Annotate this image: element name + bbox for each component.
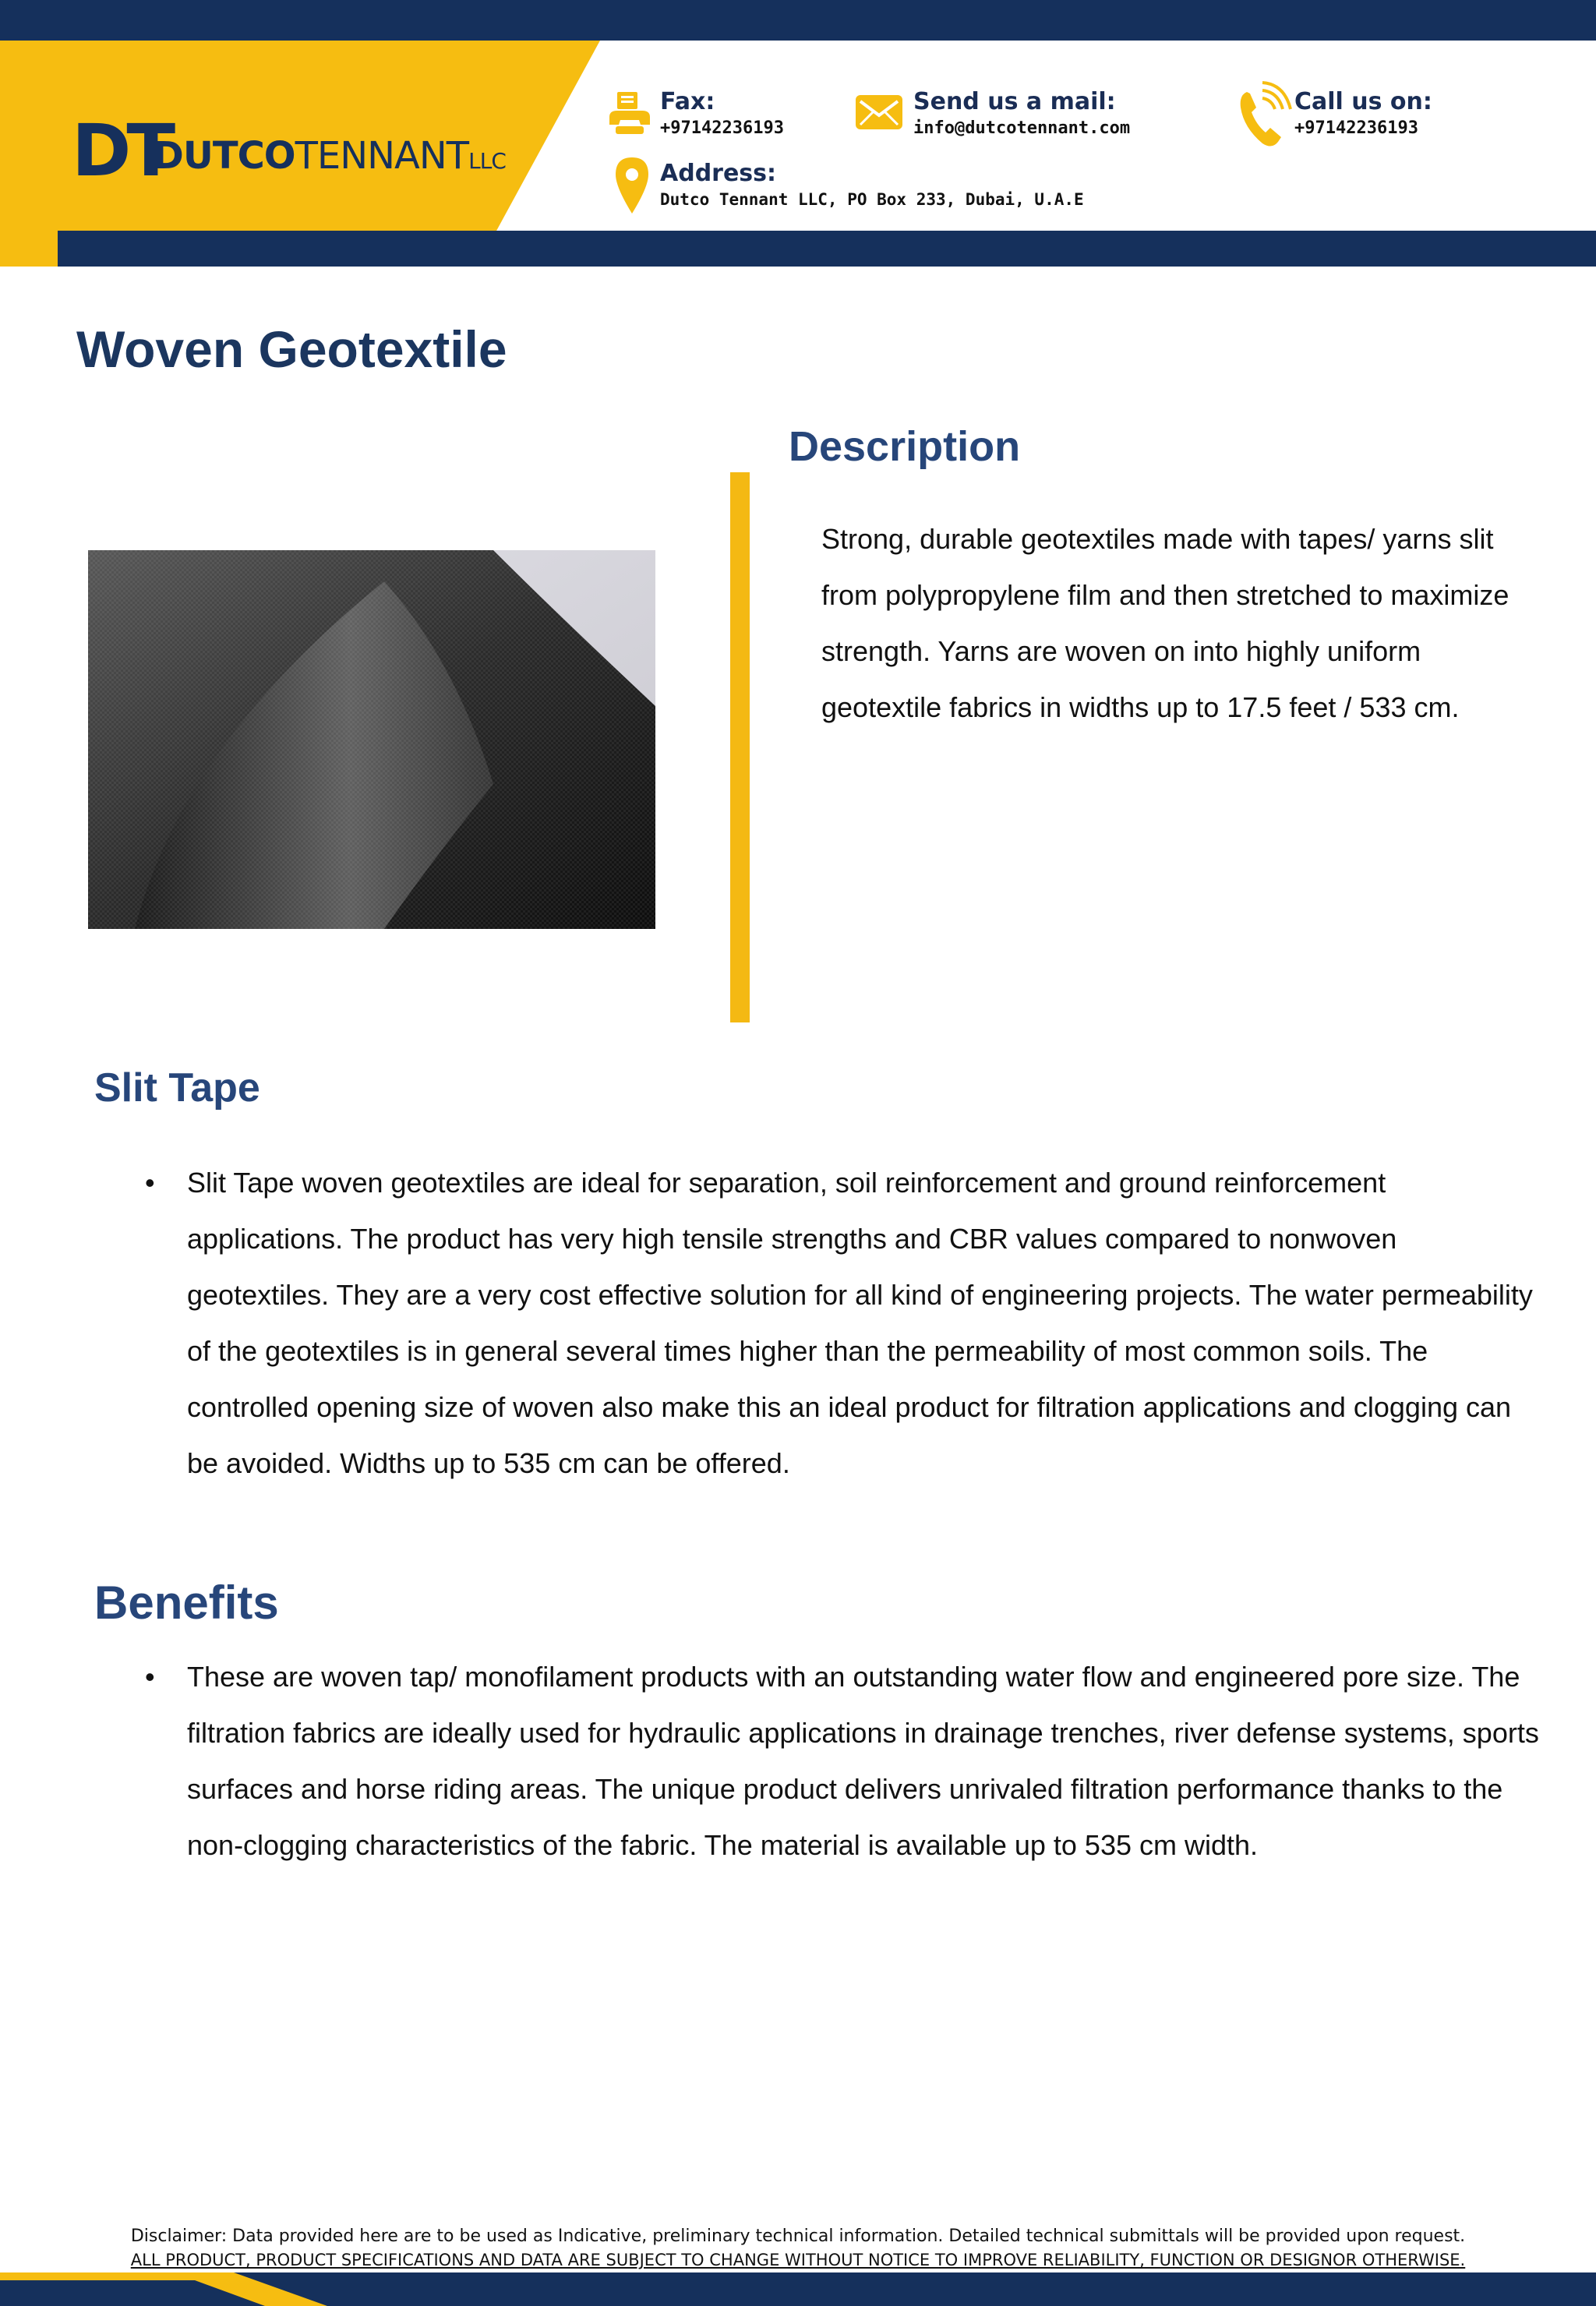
- disclaimer-notice: ALL PRODUCT, PRODUCT SPECIFICATIONS AND DATA ARE SUBJECT TO CHANGE WITHOUT NOTICE TO IMPROVE RELIABILITY, FUNCTION OR DESIGNOR OTHERWISE.: [130, 2251, 1466, 2269]
- call-number[interactable]: +97142236193: [1294, 118, 1418, 138]
- logo-name-regular: TENNANT: [295, 134, 469, 178]
- bullet-dot-icon: •: [145, 1167, 155, 1199]
- description-body: Strong, durable geotextiles made with tapes/ yarns slit from polypropylene film and then stretched to maximize strength. Yarns are woven on into highly uniform geotextile fabrics in widths up to 17.5 feet / 533 cm.: [821, 523, 1509, 723]
- list-item: [145, 1155, 1543, 1492]
- slit-tape-heading: Slit Tape: [94, 1065, 260, 1111]
- logo-name-bold: DUTCO: [153, 134, 295, 178]
- product-photo: [88, 550, 655, 929]
- envelope-icon: [854, 87, 904, 137]
- disclaimer-text: Data provided here are to be used as Indicative, preliminary technical information. Detailed technical submittals will be provided upon request.: [227, 2227, 1466, 2246]
- fax-label: Fax:: [660, 88, 715, 115]
- location-pin-icon: [614, 156, 650, 215]
- address-label: Address:: [660, 160, 777, 187]
- benefits-heading: Benefits: [94, 1577, 279, 1629]
- disclaimer-label: Disclaimer:: [130, 2227, 228, 2246]
- header-top-bar: [0, 0, 1596, 41]
- mail-label: Send us a mail:: [913, 88, 1116, 115]
- phone-icon: [1236, 81, 1292, 150]
- benefits-bullet-text: These are woven tap/ monofilament products with an outstanding water flow and engineered pore size. The filtration fabrics are ideally used for hydraulic applications in drainage trenches, river defense systems, sports surfaces and horse riding areas. The unique product delivers unrivaled filtration performance thanks to the non-clogging characteristics of the fabric. The material is available up to 535 cm width.: [187, 1661, 1539, 1861]
- list-item: [145, 1649, 1543, 1873]
- benefits-list: [145, 1649, 1543, 1873]
- bullet-dot-icon: •: [145, 1661, 155, 1693]
- call-label: Call us on:: [1294, 88, 1432, 115]
- header-bottom-accent: [0, 231, 58, 267]
- logo-mark: DT: [72, 109, 171, 192]
- mail-address[interactable]: info@dutcotennant.com: [913, 118, 1131, 138]
- header-bottom-bar: [0, 231, 1596, 267]
- description-divider-thin: [730, 472, 737, 1022]
- description-divider-gap: [750, 472, 753, 1022]
- logo-name-suffix: LLC: [468, 148, 506, 174]
- disclaimer: [0, 2224, 1596, 2249]
- fax-number[interactable]: +97142236193: [660, 118, 784, 138]
- slit-tape-bullet-text: Slit Tape woven geotextiles are ideal for separation, soil reinforcement and ground reinforcement applications. The product has very high tensile strengths and CBR values compared to nonwoven geotextiles. They are a very cost effective solution for all kind of engineering projects. The water permeability of the geotextiles is in general several times higher than the permeability of most common soils. The controlled opening size of woven also make this an ideal product for filtration applications and clogging can be avoided. Widths up to 535 cm can be offered.: [187, 1167, 1533, 1479]
- logo-wordmark: [153, 134, 506, 178]
- slit-tape-list: [145, 1155, 1543, 1492]
- address-text: Dutco Tennant LLC, PO Box 233, Dubai, U.A.E: [660, 190, 1084, 209]
- page-title: Woven Geotextile: [76, 320, 507, 378]
- fax-machine-icon: [605, 89, 655, 139]
- footer-bar: [0, 2272, 1596, 2306]
- description-heading: Description: [789, 423, 1021, 470]
